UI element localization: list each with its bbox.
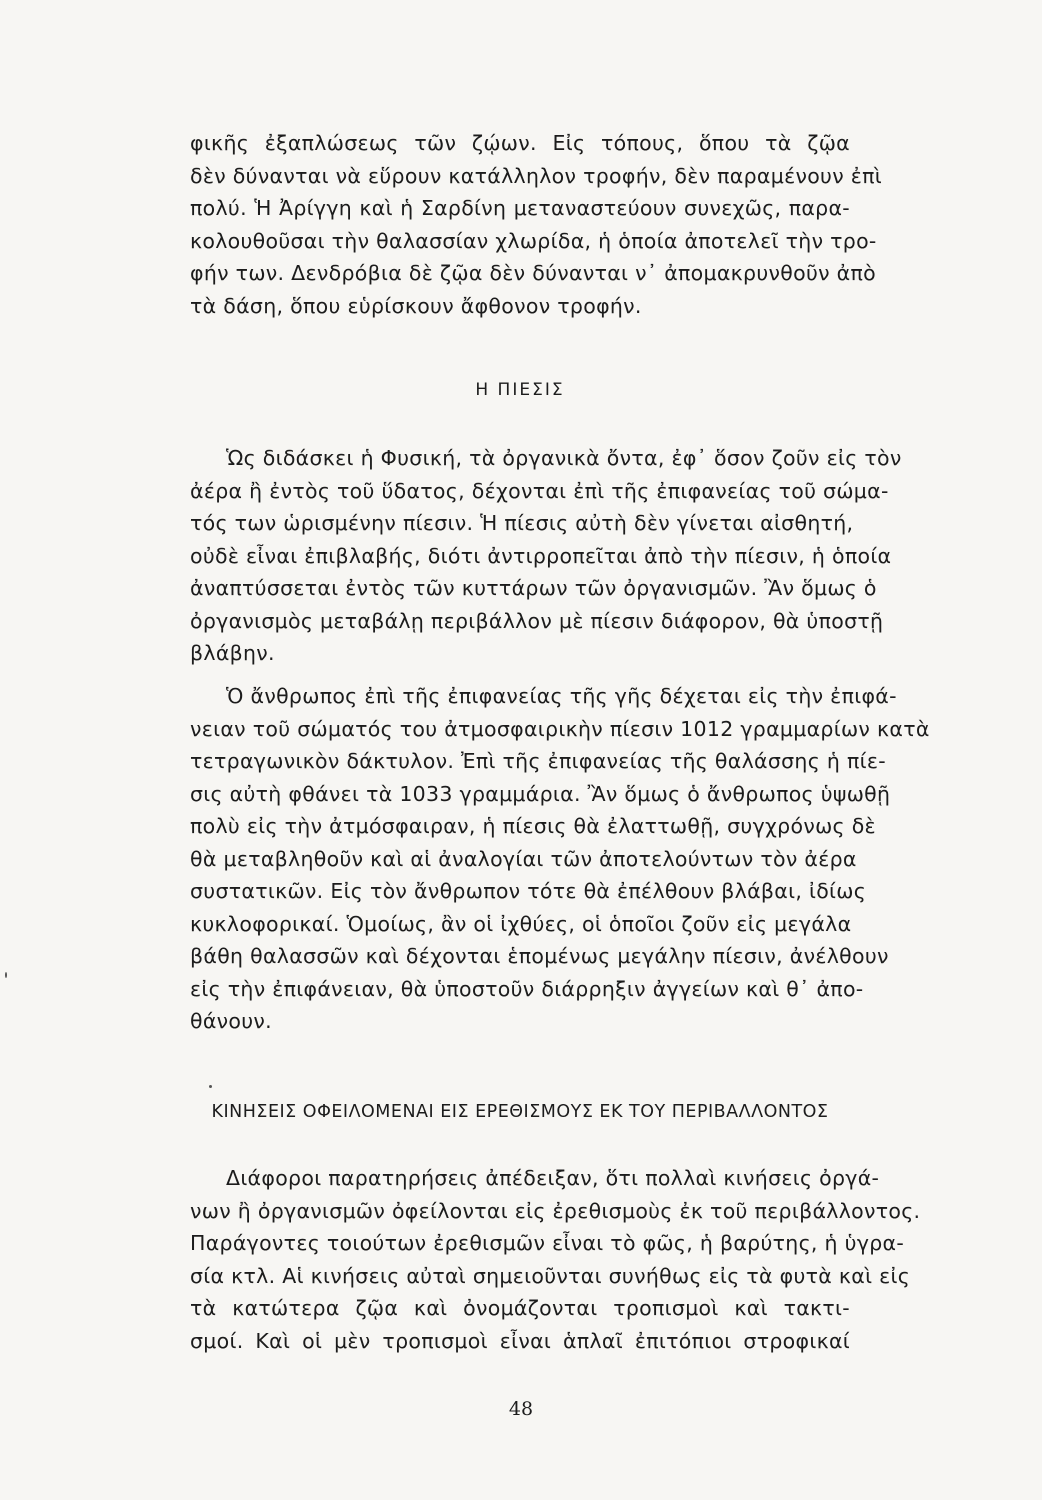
text-line: φικῆς ἐξαπλώσεως τῶν ζῴων. Εἰς τόπους, ὅπου τὰ ζῷα	[190, 131, 850, 155]
text-line: τετραγωνικὸν δάκτυλον. Ἐπὶ τῆς ἐπιφανείας τῆς θαλάσσης ἡ πίε-	[190, 749, 886, 773]
paragraph-3	[190, 680, 930, 1038]
paragraph-2	[190, 442, 902, 670]
text-line: νειαν τοῦ σώματός του ἀτμοσφαιρικὴν πίεσιν 1012 γραμμαρίων κατὰ	[190, 716, 930, 741]
text-line: Παράγοντες τοιούτων ἐρεθισμῶν εἶναι τὸ φῶς, ἡ βαρύτης, ἡ ὑγρα-	[190, 1231, 905, 1255]
text-line: νων ἢ ὀργανισμῶν ὀφείλονται εἰς ἐρεθισμοὺς ἐκ τοῦ περιβάλλοντος.	[190, 1198, 921, 1223]
section-heading-movements: ΚΙΝΗΣΕΙΣ ΟΦΕΙΛΟΜΕΝΑΙ ΕΙΣ ΕΡΕΘΙΣΜΟΥΣ ΕΚ ΤΟΥ ΠΕΡΙΒΑΛΛΟΝΤΟΣ	[211, 1102, 829, 1122]
text-line: Ὁ ἄνθρωπος ἐπὶ τῆς ἐπιφανείας τῆς γῆς δέχεται εἰς τὴν ἐπιφά-	[226, 684, 897, 708]
text-line: θὰ μεταβληθοῦν καὶ αἱ ἀναλογίαι τῶν ἀποτελούντων τὸν ἀέρα	[190, 846, 857, 871]
text-line: κυκλοφορικαί. Ὁμοίως, ἂν οἱ ἰχθύες, οἱ ὁποῖοι ζοῦν εἰς μεγάλα	[190, 911, 852, 936]
text-line: φήν των. Δενδρόβια δὲ ζῷα δὲν δύνανται ν᾽ ἀπομακρυνθοῦν ἀπὸ	[190, 261, 876, 285]
page-number: 48	[508, 1398, 534, 1420]
text-line: δὲν δύνανται νὰ εὕρουν κατάλληλον τροφήν, δὲν παραμένουν ἐπὶ	[190, 163, 883, 188]
text-line: εἰς τὴν ἐπιφάνειαν, θὰ ὑποστοῦν διάρρηξιν ἀγγείων καὶ θ᾽ ἀπο-	[190, 976, 864, 1001]
text-line: βλάβην.	[190, 641, 275, 665]
text-line: σις αὐτὴ φθάνει τὰ 1033 γραμμάρια. Ἂν ὅμως ὁ ἄνθρωπος ὑψωθῇ	[190, 781, 891, 806]
text-line: ἀέρα ἢ ἐντὸς τοῦ ὕδατος, δέχονται ἐπὶ τῆς ἐπιφανείας τοῦ σώμα-	[190, 478, 889, 503]
text-line: τὰ κατώτερα ζῷα καὶ ὀνομάζονται τροπισμοὶ καὶ τακτι-	[190, 1296, 850, 1320]
text-line: βάθη θαλασσῶν καὶ δέχονται ἑπομένως μεγάλην πίεσιν, ἀνέλθουν	[190, 944, 889, 968]
text-line: πολὺ εἰς τὴν ἀτμόσφαιραν, ἡ πίεσις θὰ ἐλαττωθῇ, συγχρόνως δὲ	[190, 814, 876, 838]
scan-speck	[5, 972, 7, 978]
text-line: Ὡς διδάσκει ἡ Φυσική, τὰ ὀργανικὰ ὄντα, ἐφ᾽ ὅσον ζοῦν εἰς τὸν	[226, 446, 902, 470]
paragraph-1	[190, 127, 883, 322]
paragraph-4	[190, 1162, 921, 1357]
section-heading-pressure: Η ΠΙΕΣΙΣ	[475, 380, 565, 400]
text-line: πολύ. Ἡ Ἀρίγγη καὶ ἡ Σαρδίνη μεταναστεύουν συνεχῶς, παρα-	[190, 196, 850, 220]
text-line: σμοί. Καὶ οἱ μὲν τροπισμοὶ εἶναι ἁπλαῖ ἐπιτόπιοι στροφικαί	[190, 1328, 850, 1353]
text-line: συστατικῶν. Εἰς τὸν ἄνθρωπον τότε θὰ ἐπέλθουν βλάβαι, ἰδίως	[190, 879, 867, 903]
text-line: τὰ δάση, ὅπου εὑρίσκουν ἄφθονον τροφήν.	[190, 293, 642, 318]
text-line: ἀναπτύσσεται ἐντὸς τῶν κυττάρων τῶν ὀργανισμῶν. Ἂν ὅμως ὁ	[190, 576, 877, 600]
text-line: θάνουν.	[190, 1009, 272, 1033]
text-line: σία κτλ. Αἱ κινήσεις αὐταὶ σημειοῦνται συνήθως εἰς τὰ φυτὰ καὶ εἰς	[190, 1263, 911, 1288]
scan-speck	[209, 1085, 212, 1088]
text-line: τός των ὡρισμένην πίεσιν. Ἡ πίεσις αὐτὴ δὲν γίνεται αἰσθητή,	[190, 511, 854, 535]
text-line: Διάφοροι παρατηρήσεις ἀπέδειξαν, ὅτι πολλαὶ κινήσεις ὀργά-	[226, 1166, 880, 1190]
text-line: ὀργανισμὸς μεταβάλῃ περιβάλλον μὲ πίεσιν διάφορον, θὰ ὑποστῇ	[190, 608, 884, 633]
text-line: οὐδὲ εἶναι ἐπιβλαβής, διότι ἀντιρροπεῖται ἀπὸ τὴν πίεσιν, ἡ ὁποία	[190, 543, 892, 568]
text-line: κολουθοῦσαι τὴν θαλασσίαν χλωρίδα, ἡ ὁποία ἀποτελεῖ τὴν τρο-	[190, 228, 877, 253]
